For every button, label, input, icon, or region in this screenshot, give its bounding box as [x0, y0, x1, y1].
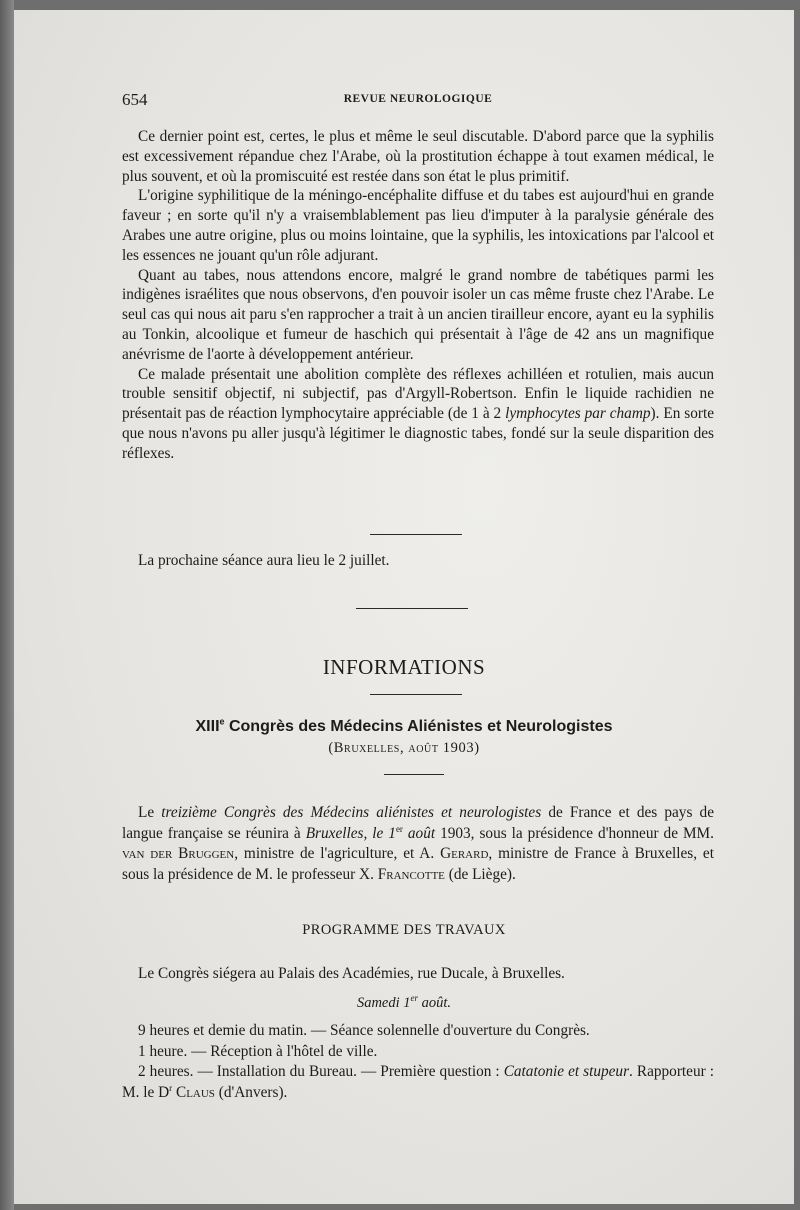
- scan-edge: [0, 0, 14, 1210]
- schedule-item: 9 heures et demie du matin. — Séance solennelle d'ouverture du Congrès.: [138, 1022, 590, 1039]
- person-name: Claus: [176, 1083, 215, 1101]
- text: Samedi 1: [356, 995, 411, 1011]
- venue-line: Le Congrès siégera au Palais des Académies, rue Ducale, à Bruxelles.: [138, 965, 565, 982]
- superscript: r: [169, 1082, 173, 1093]
- person-name: van der Bruggen: [122, 845, 235, 862]
- separator-rule: [384, 774, 444, 775]
- next-session-note: La prochaine séance aura lieu le 2 juillet.: [138, 552, 390, 569]
- italic-text: treizième Congrès des Médecins aliénistes et neurologistes: [161, 804, 542, 821]
- text: Ce malade présentait une abolition complète des réflexes achilléen et rotulien, mais aucun trouble sensitif objectif, ni subjectif, pas d'Argyll-Robertson. Enfin le liquide rachidien ne présentait pas de réaction lymphocytaire appréciable (de 1 à 2: [122, 365, 714, 423]
- text: août.: [418, 995, 452, 1011]
- programme-schedule: [122, 1021, 714, 1103]
- schedule-item: 1 heure. — Réception à l'hôtel de ville.: [138, 1042, 378, 1060]
- text: Congrès des Médecins Aliénistes et Neurologistes: [224, 718, 613, 735]
- superscript: er: [410, 993, 419, 1004]
- text: XIII: [195, 718, 220, 735]
- paragraph: Ce dernier point est, certes, le plus et même le seul discutable. D'abord parce que la syphilis est excessivement répandue chez l'Arabe, où la prostitution échappe à tout examen médical, le plus souvent, et où la promiscuité est restée dans son état le plus primitif.: [122, 128, 714, 185]
- congress-announcement: [122, 803, 714, 885]
- superscript: e: [219, 716, 225, 727]
- superscript: er: [395, 823, 403, 834]
- separator-rule: [370, 694, 462, 695]
- document-page: [14, 10, 794, 1204]
- paragraph: [122, 365, 714, 464]
- text: , ministre de l'agriculture, et A.: [234, 845, 441, 862]
- person-name: Francotte: [377, 865, 445, 883]
- page-number: 654: [122, 90, 148, 109]
- text: Le: [138, 804, 162, 821]
- text: (d'Anvers).: [214, 1083, 288, 1101]
- section-title: INFORMATIONS: [322, 655, 486, 679]
- article-body: [122, 127, 714, 464]
- italic-text: lymphocytes par champ: [505, 405, 651, 423]
- text: de France et des pays de langue française se réunira à: [122, 804, 714, 842]
- page-header: [122, 90, 714, 112]
- paragraph: L'origine syphilitique de la méningo-encéphalite diffuse et du tabes est aujourd'hui en grande faveur ; en sorte qu'il n'y a vraisemblablement pas lieu d'imputer à la paralysie générale des Arabes une autre origine, plus ou moins lointaine, que la syphilis, les intoxications par l'alcool et les essences ne jouant qu'un rôle adjurant.: [122, 187, 714, 264]
- italic-text: Bruxelles, le 1: [305, 824, 396, 842]
- italic-text: Catatonie et stupeur: [503, 1063, 630, 1080]
- text: . Rapporteur : M. le D: [122, 1063, 714, 1101]
- running-head: REVUE NEUROLOGIQUE: [343, 93, 493, 105]
- separator-rule: [370, 534, 462, 535]
- text: ). En sorte que nous n'avons pu aller jusqu'à légitimer le diagnostic tabes, fondé sur la seule disparition des réflexes.: [122, 405, 714, 462]
- text: , ministre de France à Bruxelles, et sous la présidence de M. le professeur X.: [122, 845, 714, 883]
- schedule-item: [122, 1062, 714, 1103]
- separator-rule: [356, 608, 468, 609]
- date-line: [14, 995, 794, 1012]
- text: (de Liège).: [444, 865, 516, 883]
- congress-subtitle: (Bruxelles, août 1903): [328, 740, 480, 756]
- programme-title: PROGRAMME DES TRAVAUX: [302, 922, 506, 938]
- paragraph: [122, 803, 714, 885]
- text: 1903, sous la présidence d'honneur de MM.: [435, 824, 714, 842]
- italic-text: août: [402, 824, 436, 842]
- paragraph: Quant au tabes, nous attendons encore, malgré le grand nombre de tabétiques parmi les indigènes israélites que nous observons, d'en pouvoir isoler un cas même fruste chez l'Arabe. Le seul cas qui nous ait paru s'en rapprocher a trait à un ancien tirailleur encore, ayant eu la syphilis au Tonkin, alcoolique et fumeur de haschich qui présentait à l'âge de 42 ans un magnifique anévrisme de l'aorte à développement antérieur.: [122, 266, 714, 363]
- text: 2 heures. — Installation du Bureau. — Première question :: [138, 1063, 504, 1080]
- congress-title: [14, 718, 794, 736]
- person-name: Gerard: [440, 845, 489, 862]
